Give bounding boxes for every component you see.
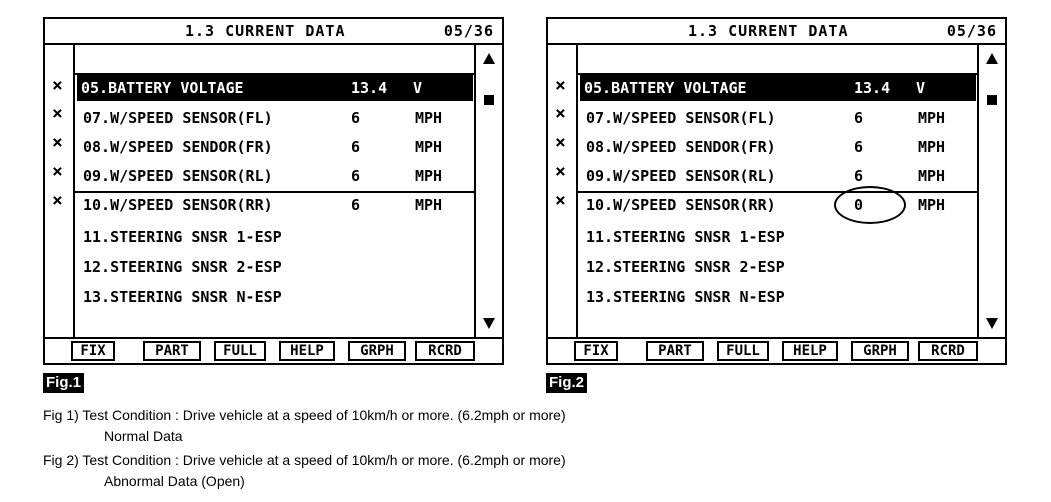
data-row-selected[interactable] bbox=[580, 75, 976, 101]
item-value: 13.4 bbox=[351, 79, 388, 97]
fix-mark: × bbox=[555, 132, 566, 153]
data-row[interactable] bbox=[79, 224, 475, 250]
scroll-down-arrow-icon[interactable] bbox=[986, 318, 998, 329]
item-unit: MPH bbox=[918, 196, 946, 214]
data-row-selected[interactable] bbox=[77, 75, 473, 101]
page-indicator: 05/36 bbox=[946, 22, 997, 40]
fix-mark: × bbox=[555, 161, 566, 182]
caption-fig2-result: Abnormal Data (Open) bbox=[104, 473, 245, 489]
function-key-bar bbox=[45, 337, 502, 363]
title-bar bbox=[45, 19, 502, 45]
screen-title: 1.3 CURRENT DATA bbox=[185, 22, 346, 40]
fix-button[interactable]: FIX bbox=[71, 341, 115, 361]
screen-title: 1.3 CURRENT DATA bbox=[688, 22, 849, 40]
item-unit: MPH bbox=[415, 167, 443, 185]
grph-button[interactable]: GRPH bbox=[348, 341, 406, 361]
data-row[interactable] bbox=[582, 254, 978, 280]
item-value: 6 bbox=[854, 167, 864, 185]
data-row[interactable] bbox=[582, 224, 978, 250]
item-name: 05.BATTERY VOLTAGE bbox=[81, 79, 244, 97]
item-name: 10.W/SPEED SENSOR(RR) bbox=[83, 196, 273, 214]
rcrd-button[interactable]: RCRD bbox=[918, 341, 978, 361]
item-value: 6 bbox=[854, 138, 864, 156]
fix-mark: × bbox=[52, 161, 63, 182]
item-name: 08.W/SPEED SENDOR(FR) bbox=[586, 138, 776, 156]
item-unit: V bbox=[413, 79, 423, 97]
help-button[interactable]: HELP bbox=[782, 341, 838, 361]
scrollbar[interactable] bbox=[474, 45, 502, 337]
data-row[interactable] bbox=[79, 284, 475, 310]
fix-mark: × bbox=[52, 103, 63, 124]
grph-button[interactable]: GRPH bbox=[851, 341, 909, 361]
data-row[interactable] bbox=[79, 134, 475, 160]
data-row[interactable] bbox=[582, 134, 978, 160]
fix-button[interactable]: FIX bbox=[574, 341, 618, 361]
caption-fig1-condition: Fig 1) Test Condition : Drive vehicle at a speed of 10km/h or more. (6.2mph or more) bbox=[43, 407, 566, 423]
full-button[interactable]: FULL bbox=[717, 341, 769, 361]
item-unit: MPH bbox=[918, 167, 946, 185]
abnormal-value-highlight-circle bbox=[834, 186, 906, 224]
item-value: 6 bbox=[351, 167, 361, 185]
item-name: 11.STEERING SNSR 1-ESP bbox=[586, 228, 785, 246]
scan-tool-screen-fig1 bbox=[43, 17, 504, 365]
data-row[interactable] bbox=[582, 105, 978, 131]
item-name: 07.W/SPEED SENSOR(FL) bbox=[586, 109, 776, 127]
item-unit: MPH bbox=[415, 138, 443, 156]
data-row[interactable] bbox=[79, 163, 475, 189]
data-row[interactable] bbox=[79, 254, 475, 280]
item-unit: MPH bbox=[918, 109, 946, 127]
part-button[interactable]: PART bbox=[646, 341, 704, 361]
item-name: 09.W/SPEED SENSOR(RL) bbox=[83, 167, 273, 185]
item-name: 05.BATTERY VOLTAGE bbox=[584, 79, 747, 97]
figure-label: Fig.1 bbox=[43, 373, 84, 393]
item-name: 13.STEERING SNSR N-ESP bbox=[83, 288, 282, 306]
item-value: 6 bbox=[854, 109, 864, 127]
fix-mark: × bbox=[52, 75, 63, 96]
item-value: 6 bbox=[351, 196, 361, 214]
caption-fig2-condition: Fig 2) Test Condition : Drive vehicle at a speed of 10km/h or more. (6.2mph or more) bbox=[43, 452, 566, 468]
fix-mark: × bbox=[52, 132, 63, 153]
data-row[interactable] bbox=[582, 192, 978, 218]
item-unit: V bbox=[916, 79, 926, 97]
function-key-bar bbox=[548, 337, 1005, 363]
page-indicator: 05/36 bbox=[443, 22, 494, 40]
figure-label: Fig.2 bbox=[546, 373, 587, 393]
scroll-down-arrow-icon[interactable] bbox=[483, 318, 495, 329]
scrollbar[interactable] bbox=[977, 45, 1005, 337]
item-unit: MPH bbox=[415, 109, 443, 127]
help-button[interactable]: HELP bbox=[279, 341, 335, 361]
fix-mark: × bbox=[555, 103, 566, 124]
scroll-thumb[interactable] bbox=[484, 95, 494, 105]
caption-fig1-result: Normal Data bbox=[104, 428, 183, 444]
scroll-up-arrow-icon[interactable] bbox=[986, 53, 998, 64]
item-value: 0 bbox=[854, 196, 864, 214]
item-name: 13.STEERING SNSR N-ESP bbox=[586, 288, 785, 306]
item-unit: MPH bbox=[918, 138, 946, 156]
item-name: 11.STEERING SNSR 1-ESP bbox=[83, 228, 282, 246]
part-button[interactable]: PART bbox=[143, 341, 201, 361]
item-value: 6 bbox=[351, 109, 361, 127]
scroll-thumb[interactable] bbox=[987, 95, 997, 105]
scroll-up-arrow-icon[interactable] bbox=[483, 53, 495, 64]
fix-mark: × bbox=[52, 190, 63, 211]
item-value: 6 bbox=[351, 138, 361, 156]
fix-mark: × bbox=[555, 190, 566, 211]
item-name: 12.STEERING SNSR 2-ESP bbox=[586, 258, 785, 276]
rcrd-button[interactable]: RCRD bbox=[415, 341, 475, 361]
data-row[interactable] bbox=[79, 105, 475, 131]
fix-mark-column bbox=[45, 45, 75, 337]
item-name: 10.W/SPEED SENSOR(RR) bbox=[586, 196, 776, 214]
item-value: 13.4 bbox=[854, 79, 891, 97]
fix-mark: × bbox=[555, 75, 566, 96]
data-row[interactable] bbox=[79, 192, 475, 218]
fix-mark-column bbox=[548, 45, 578, 337]
item-unit: MPH bbox=[415, 196, 443, 214]
item-name: 08.W/SPEED SENDOR(FR) bbox=[83, 138, 273, 156]
full-button[interactable]: FULL bbox=[214, 341, 266, 361]
data-row[interactable] bbox=[582, 284, 978, 310]
data-row[interactable] bbox=[582, 163, 978, 189]
item-name: 09.W/SPEED SENSOR(RL) bbox=[586, 167, 776, 185]
item-name: 12.STEERING SNSR 2-ESP bbox=[83, 258, 282, 276]
title-bar bbox=[548, 19, 1005, 45]
item-name: 07.W/SPEED SENSOR(FL) bbox=[83, 109, 273, 127]
scan-tool-screen-fig2 bbox=[546, 17, 1007, 365]
